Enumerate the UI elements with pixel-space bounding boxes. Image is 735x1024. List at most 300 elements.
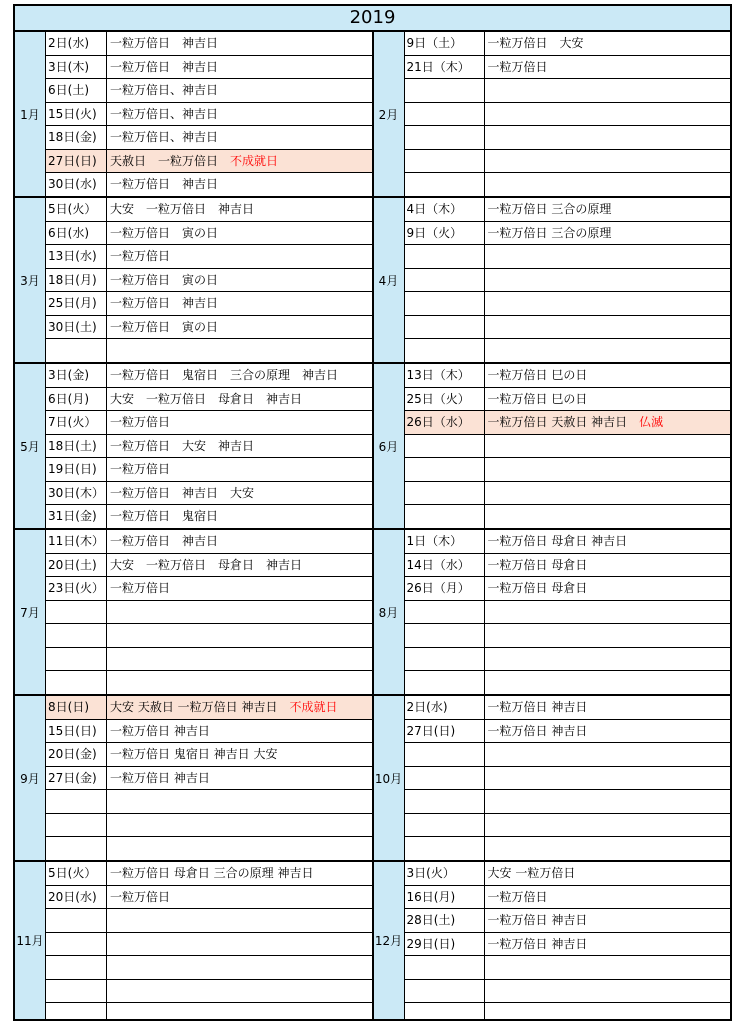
fortune-text: 一粒万倍日 (110, 581, 171, 595)
fortune-cell (107, 388, 372, 411)
fortune-cell (107, 814, 372, 837)
date-cell (405, 339, 485, 362)
fortune-text: 一粒万倍日 (487, 59, 548, 74)
fortune-cell (107, 837, 372, 860)
fortune-cell (485, 720, 731, 743)
fortune-text: 大安 天赦日 一粒万倍日 神吉日 (110, 700, 278, 714)
date-row (46, 103, 372, 127)
fortune-text: 一粒万倍日 巳の日 (487, 368, 588, 382)
fortune-text: 一粒万倍日 神吉日 (110, 59, 219, 74)
fortune-cell (107, 956, 372, 979)
date-row (405, 720, 731, 744)
date-cell (405, 435, 485, 458)
fortune-cell (107, 624, 372, 647)
month-section (15, 862, 374, 1019)
fortune-cell (107, 339, 372, 362)
fortune-text: 一粒万倍日 三合の原理 (487, 202, 612, 216)
entry-list (46, 530, 372, 694)
month-grid (15, 32, 730, 1019)
date-row (46, 886, 372, 910)
warning-note: 不成就日 (289, 700, 338, 714)
fortune-text: 大安 一粒万倍日 (487, 866, 576, 880)
fortune-text: 一粒万倍日 (110, 415, 171, 429)
fortune-cell (485, 601, 731, 624)
date-row (405, 790, 731, 814)
date-row (405, 269, 731, 293)
date-row (46, 292, 372, 316)
date-cell (46, 601, 107, 624)
entry-list (46, 862, 372, 1019)
date-cell: 13日(水) (46, 245, 107, 268)
date-row (405, 837, 731, 860)
date-row (46, 696, 372, 720)
date-row (405, 32, 731, 56)
warning-note: 仏滅 (639, 415, 664, 429)
date-row (405, 411, 731, 435)
fortune-cell (107, 933, 372, 956)
fortune-text: 一粒万倍日 母倉日 (487, 557, 588, 572)
date-cell: 3日(火） (405, 862, 485, 885)
fortune-text: 一粒万倍日 神吉日 (110, 177, 219, 191)
date-cell (405, 150, 485, 173)
date-cell (405, 624, 485, 647)
fortune-cell (485, 624, 731, 647)
fortune-cell (485, 933, 731, 956)
entry-list (46, 198, 372, 362)
date-row (46, 671, 372, 694)
date-row (46, 316, 372, 340)
fortune-cell (107, 743, 372, 766)
month-section (15, 198, 374, 362)
date-cell (405, 814, 485, 837)
month-section (15, 530, 374, 694)
fortune-cell (485, 339, 731, 362)
date-cell: 1日（木） (405, 530, 485, 553)
date-row (46, 173, 372, 196)
fortune-cell (107, 767, 372, 790)
fortune-text: 一粒万倍日 寅の日 (110, 225, 219, 240)
fortune-cell (107, 316, 372, 339)
date-cell (46, 933, 107, 956)
date-row (405, 56, 731, 80)
month-label: 12月 (374, 862, 405, 1019)
fortune-text: 一粒万倍日 神吉日 (487, 700, 588, 714)
fortune-cell (107, 720, 372, 743)
fortune-cell (485, 435, 731, 458)
date-row (405, 696, 731, 720)
date-cell: 20日(土) (46, 554, 107, 577)
month-section (374, 862, 731, 1019)
entry-list (405, 198, 731, 362)
date-row (405, 671, 731, 694)
date-cell (405, 601, 485, 624)
month-section (374, 32, 731, 196)
date-row (46, 862, 372, 886)
fortune-text: 一粒万倍日 神吉日 (110, 723, 210, 738)
date-row (46, 767, 372, 791)
fortune-text: 一粒万倍日 鬼宿日 神吉日 大安 (110, 747, 278, 761)
fortune-cell (107, 980, 372, 1003)
date-row (405, 1003, 731, 1019)
fortune-cell (107, 886, 372, 909)
date-cell (46, 909, 107, 932)
date-cell: 26日（月） (405, 577, 485, 600)
entry-list (46, 364, 372, 528)
date-row (405, 198, 731, 222)
fortune-cell (485, 956, 731, 979)
date-cell (405, 956, 485, 979)
fortune-cell (485, 79, 731, 102)
fortune-cell (485, 245, 731, 268)
month-label: 9月 (15, 696, 46, 860)
month-section (15, 364, 374, 528)
date-row (405, 388, 731, 412)
date-row (46, 814, 372, 838)
entry-list (405, 862, 731, 1019)
date-cell (405, 292, 485, 315)
fortune-cell (485, 150, 731, 173)
fortune-cell (107, 411, 372, 434)
fortune-cell (485, 505, 731, 528)
fortune-text: 一粒万倍日 三合の原理 (487, 225, 612, 240)
date-row (46, 150, 372, 174)
fortune-text: 一粒万倍日 母倉日 (487, 581, 588, 595)
date-cell (405, 269, 485, 292)
date-row (46, 411, 372, 435)
fortune-text: 一粒万倍日 寅の日 (110, 319, 219, 334)
fortune-cell (107, 577, 372, 600)
month-pair-row (15, 862, 730, 1019)
fortune-text: 一粒万倍日 神吉日 (110, 770, 210, 785)
date-row (46, 269, 372, 293)
date-row (405, 601, 731, 625)
fortune-cell (107, 222, 372, 245)
fortune-cell (107, 862, 372, 885)
date-cell (405, 767, 485, 790)
fortune-text: 一粒万倍日 神吉日 (110, 534, 219, 548)
month-label: 2月 (374, 32, 405, 196)
fortune-cell (485, 909, 731, 932)
entry-list (46, 696, 372, 860)
fortune-text: 一粒万倍日 大安 神吉日 (110, 438, 255, 453)
date-cell (46, 790, 107, 813)
date-row (46, 79, 372, 103)
date-cell: 25日(月) (46, 292, 107, 315)
date-row (405, 126, 731, 150)
date-row (46, 198, 372, 222)
entry-list (405, 364, 731, 528)
date-cell: 7日(火） (46, 411, 107, 434)
date-cell: 4日（木） (405, 198, 485, 221)
date-row (405, 222, 731, 246)
fortune-cell (485, 671, 731, 694)
date-row (46, 956, 372, 980)
month-section (374, 364, 731, 528)
date-row (405, 956, 731, 980)
date-cell (405, 79, 485, 102)
date-row (405, 767, 731, 791)
month-section (15, 32, 374, 196)
fortune-cell (485, 554, 731, 577)
date-row (46, 1003, 372, 1019)
month-label: 3月 (15, 198, 46, 362)
date-row (405, 339, 731, 362)
date-cell (405, 980, 485, 1003)
fortune-cell (107, 269, 372, 292)
month-label: 1月 (15, 32, 46, 196)
month-label: 10月 (374, 696, 405, 860)
fortune-text: 一粒万倍日 母倉日 三合の原理 神吉日 (110, 866, 314, 880)
fortune-cell (485, 316, 731, 339)
date-cell: 5日(火） (46, 198, 107, 221)
fortune-cell (485, 411, 731, 434)
fortune-text: 一粒万倍日 鬼宿日 三合の原理 神吉日 (110, 368, 339, 382)
fortune-cell (485, 222, 731, 245)
fortune-text: 一粒万倍日 鬼宿日 (110, 509, 219, 523)
date-row (46, 554, 372, 578)
date-row (405, 316, 731, 340)
date-cell: 27日(日) (46, 150, 107, 173)
date-cell: 18日(月) (46, 269, 107, 292)
fortune-text: 一粒万倍日 (110, 462, 171, 476)
fortune-text: 一粒万倍日 (110, 889, 171, 904)
date-cell: 29日(日) (405, 933, 485, 956)
date-cell (46, 837, 107, 860)
fortune-text: 一粒万倍日 神吉日 (487, 913, 588, 927)
fortune-text: 一粒万倍日 天赦日 神吉日 (487, 415, 628, 429)
date-row (46, 790, 372, 814)
date-cell: 18日(金) (46, 126, 107, 149)
month-pair-row (15, 32, 730, 198)
fortune-text: 一粒万倍日 神吉日 (110, 36, 219, 50)
date-row (405, 103, 731, 127)
date-row (405, 245, 731, 269)
date-cell: 6日(水) (46, 222, 107, 245)
fortune-cell (485, 458, 731, 481)
date-row (405, 554, 731, 578)
date-cell (405, 671, 485, 694)
fortune-cell (107, 126, 372, 149)
date-cell (405, 505, 485, 528)
date-cell (46, 624, 107, 647)
date-cell: 2日(水) (405, 696, 485, 719)
date-cell: 6日(土) (46, 79, 107, 102)
fortune-text: 大安 一粒万倍日 母倉日 神吉日 (110, 391, 303, 406)
date-row (405, 173, 731, 196)
month-section (15, 696, 374, 860)
fortune-cell (485, 126, 731, 149)
date-cell (405, 173, 485, 196)
fortune-text: 一粒万倍日、神吉日 (110, 83, 219, 97)
date-cell: 20日(水) (46, 886, 107, 909)
date-row (405, 909, 731, 933)
date-cell: 19日(日) (46, 458, 107, 481)
date-cell (405, 316, 485, 339)
date-cell (405, 103, 485, 126)
date-row (46, 482, 372, 506)
date-cell (405, 245, 485, 268)
month-pair-row (15, 198, 730, 364)
date-row (405, 505, 731, 528)
date-cell: 26日（水） (405, 411, 485, 434)
fortune-cell (107, 505, 372, 528)
entry-list (405, 530, 731, 694)
date-cell: 23日(火） (46, 577, 107, 600)
warning-note: 不成就日 (230, 153, 279, 168)
date-cell: 9日（火） (405, 222, 485, 245)
date-row (46, 530, 372, 554)
date-cell (46, 814, 107, 837)
fortune-cell (485, 103, 731, 126)
month-section (374, 198, 731, 362)
entry-list (405, 32, 731, 196)
date-row (405, 980, 731, 1004)
date-row (405, 482, 731, 506)
date-row (46, 909, 372, 933)
month-label: 7月 (15, 530, 46, 694)
fortune-cell (485, 980, 731, 1003)
date-row (405, 577, 731, 601)
date-row (46, 32, 372, 56)
fortune-cell (107, 554, 372, 577)
fortune-text: 一粒万倍日 (487, 889, 548, 904)
date-cell: 27日(金) (46, 767, 107, 790)
fortune-text: 一粒万倍日 神吉日 大安 (110, 485, 255, 500)
month-section (374, 530, 731, 694)
date-row (46, 577, 372, 601)
fortune-cell (485, 743, 731, 766)
fortune-text: 天赦日 一粒万倍日 (110, 153, 219, 168)
fortune-cell (485, 886, 731, 909)
fortune-cell (107, 458, 372, 481)
fortune-cell (107, 292, 372, 315)
date-row (46, 837, 372, 860)
fortune-cell (107, 56, 372, 79)
date-cell: 20日(金) (46, 743, 107, 766)
fortune-cell (107, 198, 372, 221)
month-pair-row (15, 696, 730, 862)
month-label: 6月 (374, 364, 405, 528)
date-cell: 28日(土) (405, 909, 485, 932)
calendar-sheet (13, 4, 732, 1021)
fortune-text: 大安 一粒万倍日 神吉日 (110, 202, 255, 216)
date-cell: 3日(木) (46, 56, 107, 79)
date-cell (46, 1003, 107, 1019)
month-pair-row (15, 364, 730, 530)
date-cell: 6日(月) (46, 388, 107, 411)
date-row (46, 624, 372, 648)
year-header: 2019 (15, 6, 730, 32)
date-row (405, 886, 731, 910)
date-cell: 18日(土) (46, 435, 107, 458)
date-cell: 13日（木） (405, 364, 485, 387)
date-cell (46, 956, 107, 979)
date-cell: 14日（水） (405, 554, 485, 577)
entry-list (46, 32, 372, 196)
date-cell (46, 671, 107, 694)
fortune-cell (107, 482, 372, 505)
date-row (405, 150, 731, 174)
fortune-text: 一粒万倍日 寅の日 (110, 272, 219, 287)
date-row (405, 79, 731, 103)
fortune-text: 一粒万倍日 神吉日 (110, 296, 219, 310)
date-cell (46, 339, 107, 362)
month-label: 5月 (15, 364, 46, 528)
date-cell: 11日(木） (46, 530, 107, 553)
date-row (46, 388, 372, 412)
fortune-cell (485, 696, 731, 719)
fortune-cell (107, 32, 372, 55)
date-cell: 21日（木） (405, 56, 485, 79)
date-row (405, 862, 731, 886)
date-cell: 30日(木） (46, 482, 107, 505)
fortune-cell (107, 364, 372, 387)
month-pair-row (15, 530, 730, 696)
date-row (46, 601, 372, 625)
date-row (46, 245, 372, 269)
date-cell (46, 648, 107, 671)
date-cell: 5日(火） (46, 862, 107, 885)
fortune-text: 一粒万倍日、神吉日 (110, 106, 219, 121)
month-label: 4月 (374, 198, 405, 362)
date-cell: 30日(水) (46, 173, 107, 196)
fortune-text: 一粒万倍日 大安 (487, 36, 584, 50)
date-cell: 31日(金) (46, 505, 107, 528)
fortune-cell (107, 103, 372, 126)
fortune-cell (485, 790, 731, 813)
date-cell (405, 126, 485, 149)
date-row (46, 126, 372, 150)
fortune-cell (485, 56, 731, 79)
date-cell: 2日(水) (46, 32, 107, 55)
fortune-cell (485, 32, 731, 55)
fortune-text: 一粒万倍日、神吉日 (110, 130, 219, 144)
date-row (46, 364, 372, 388)
fortune-cell (485, 648, 731, 671)
fortune-cell (107, 1003, 372, 1019)
fortune-text: 一粒万倍日 母倉日 神吉日 (487, 534, 628, 548)
date-cell (405, 458, 485, 481)
date-row (46, 505, 372, 528)
date-cell (405, 790, 485, 813)
month-label: 8月 (374, 530, 405, 694)
date-row (405, 648, 731, 672)
fortune-cell (107, 601, 372, 624)
fortune-cell (485, 364, 731, 387)
date-row (46, 743, 372, 767)
date-cell: 3日(金) (46, 364, 107, 387)
date-row (405, 435, 731, 459)
fortune-text: 一粒万倍日 神吉日 (487, 723, 588, 738)
fortune-text: 一粒万倍日 神吉日 (487, 936, 588, 951)
date-cell: 15日(火) (46, 103, 107, 126)
month-label: 11月 (15, 862, 46, 1019)
date-row (46, 648, 372, 672)
fortune-cell (485, 198, 731, 221)
date-cell (405, 648, 485, 671)
fortune-text: 一粒万倍日 巳の日 (487, 391, 588, 406)
entry-list (405, 696, 731, 860)
fortune-cell (107, 150, 372, 173)
date-cell (405, 482, 485, 505)
date-row (405, 458, 731, 482)
fortune-cell (485, 482, 731, 505)
date-cell (405, 1003, 485, 1019)
fortune-cell (485, 269, 731, 292)
date-cell: 27日(日) (405, 720, 485, 743)
date-cell: 16日(月) (405, 886, 485, 909)
date-row (405, 743, 731, 767)
